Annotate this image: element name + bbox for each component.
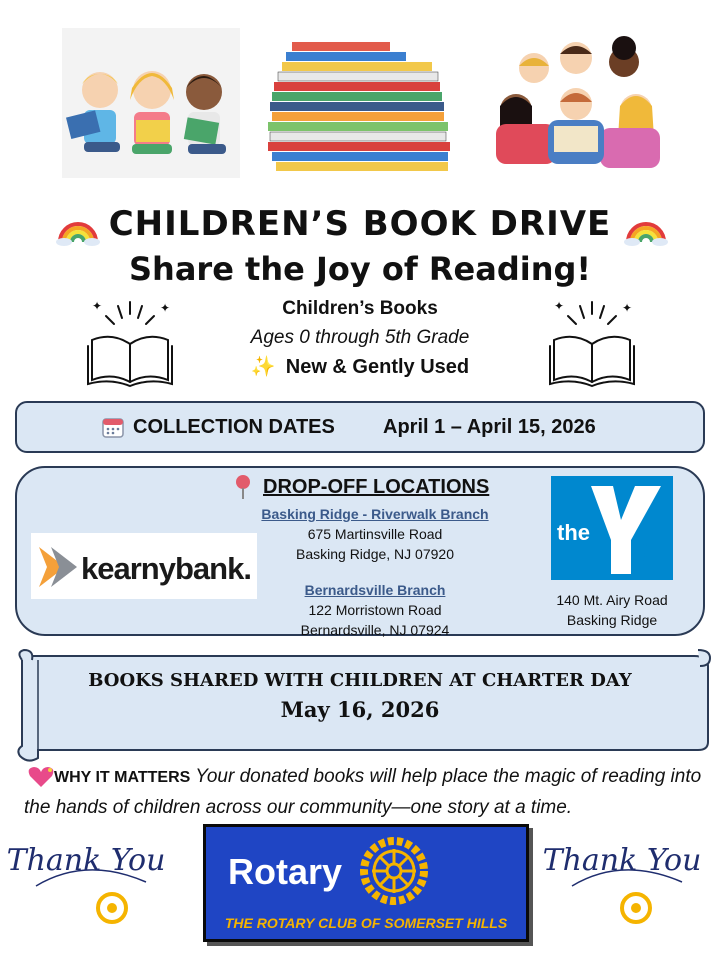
- ymca-city: Basking Ridge: [566, 612, 658, 628]
- pushpin-icon: [233, 474, 253, 500]
- thank-you-graphic: [542, 826, 702, 936]
- branch-name-link[interactable]: Bernardsville Branch: [304, 582, 446, 598]
- why-text: Your donated books will help place the magic of reading into the hands of children across our community—one story at a time.: [24, 766, 702, 818]
- svg-text:Thank You: Thank You: [6, 843, 166, 878]
- children-reading-illustration-left: [62, 28, 240, 178]
- banner-line1: BOOKS SHARED WITH CHILDREN AT CHARTER DAY: [88, 670, 632, 691]
- book-stack-illustration: [262, 28, 462, 178]
- branch-street: 675 Martinsville Road: [307, 526, 443, 542]
- branch-street: 122 Morristown Road: [308, 602, 442, 618]
- details-books: Children’s Books: [282, 298, 438, 319]
- svg-text:YMCA: YMCA: [642, 542, 651, 566]
- ymca-street: 140 Mt. Airy Road: [556, 592, 668, 608]
- branch-riverwalk: [235, 504, 515, 564]
- ymca-address: [522, 590, 702, 630]
- dropoff-panel: [15, 466, 705, 636]
- rotary-wheel-icon: [358, 835, 430, 907]
- calendar-icon: [101, 415, 125, 439]
- collection-dates-value: April 1 – April 15, 2026: [383, 416, 596, 438]
- svg-text:kearnybank.: kearnybank.: [81, 551, 251, 586]
- details-ages: Ages 0 through 5th Grade: [250, 327, 470, 348]
- page-title: CHILDREN’S BOOK DRIVE: [108, 204, 612, 244]
- why-it-matters: [24, 762, 714, 823]
- rotary-club-logo: [203, 824, 529, 942]
- branch-city: Bernardsville, NJ 07924: [300, 622, 450, 638]
- collection-dates-label: COLLECTION DATES: [133, 416, 335, 438]
- children-group-reading-illustration: [476, 28, 676, 178]
- kearny-bank-logo: [31, 533, 257, 599]
- page-subtitle: Share the Joy of Reading!: [129, 250, 591, 288]
- branch-name-link[interactable]: Basking Ridge - Riverwalk Branch: [261, 506, 489, 522]
- svg-text:Thank You: Thank You: [542, 843, 702, 878]
- sparkles-icon: ✨: [250, 356, 276, 378]
- svg-text:✦: ✦: [622, 301, 633, 315]
- branch-bernardsville: [235, 580, 515, 640]
- rotary-wordmark: Rotary: [228, 851, 343, 892]
- svg-text:the: the: [557, 520, 590, 545]
- collection-dates-bar: [15, 401, 705, 453]
- thank-you-graphic: [6, 826, 166, 936]
- rotary-club-name: THE ROTARY CLUB OF SOMERSET HILLS: [224, 915, 508, 931]
- why-heading: WHY IT MATTERS: [54, 769, 191, 786]
- branch-city: Basking Ridge, NJ 07920: [296, 546, 454, 562]
- svg-text:✦: ✦: [160, 301, 171, 315]
- details-condition: [0, 354, 720, 379]
- ymca-logo: [551, 476, 673, 580]
- svg-text:✦: ✦: [92, 299, 103, 313]
- details-condition-label: New & Gently Used: [285, 356, 470, 378]
- svg-text:✦: ✦: [554, 299, 565, 313]
- dropoff-title: DROP-OFF LOCATIONS: [263, 476, 490, 498]
- banner-date: May 16, 2026: [280, 697, 440, 722]
